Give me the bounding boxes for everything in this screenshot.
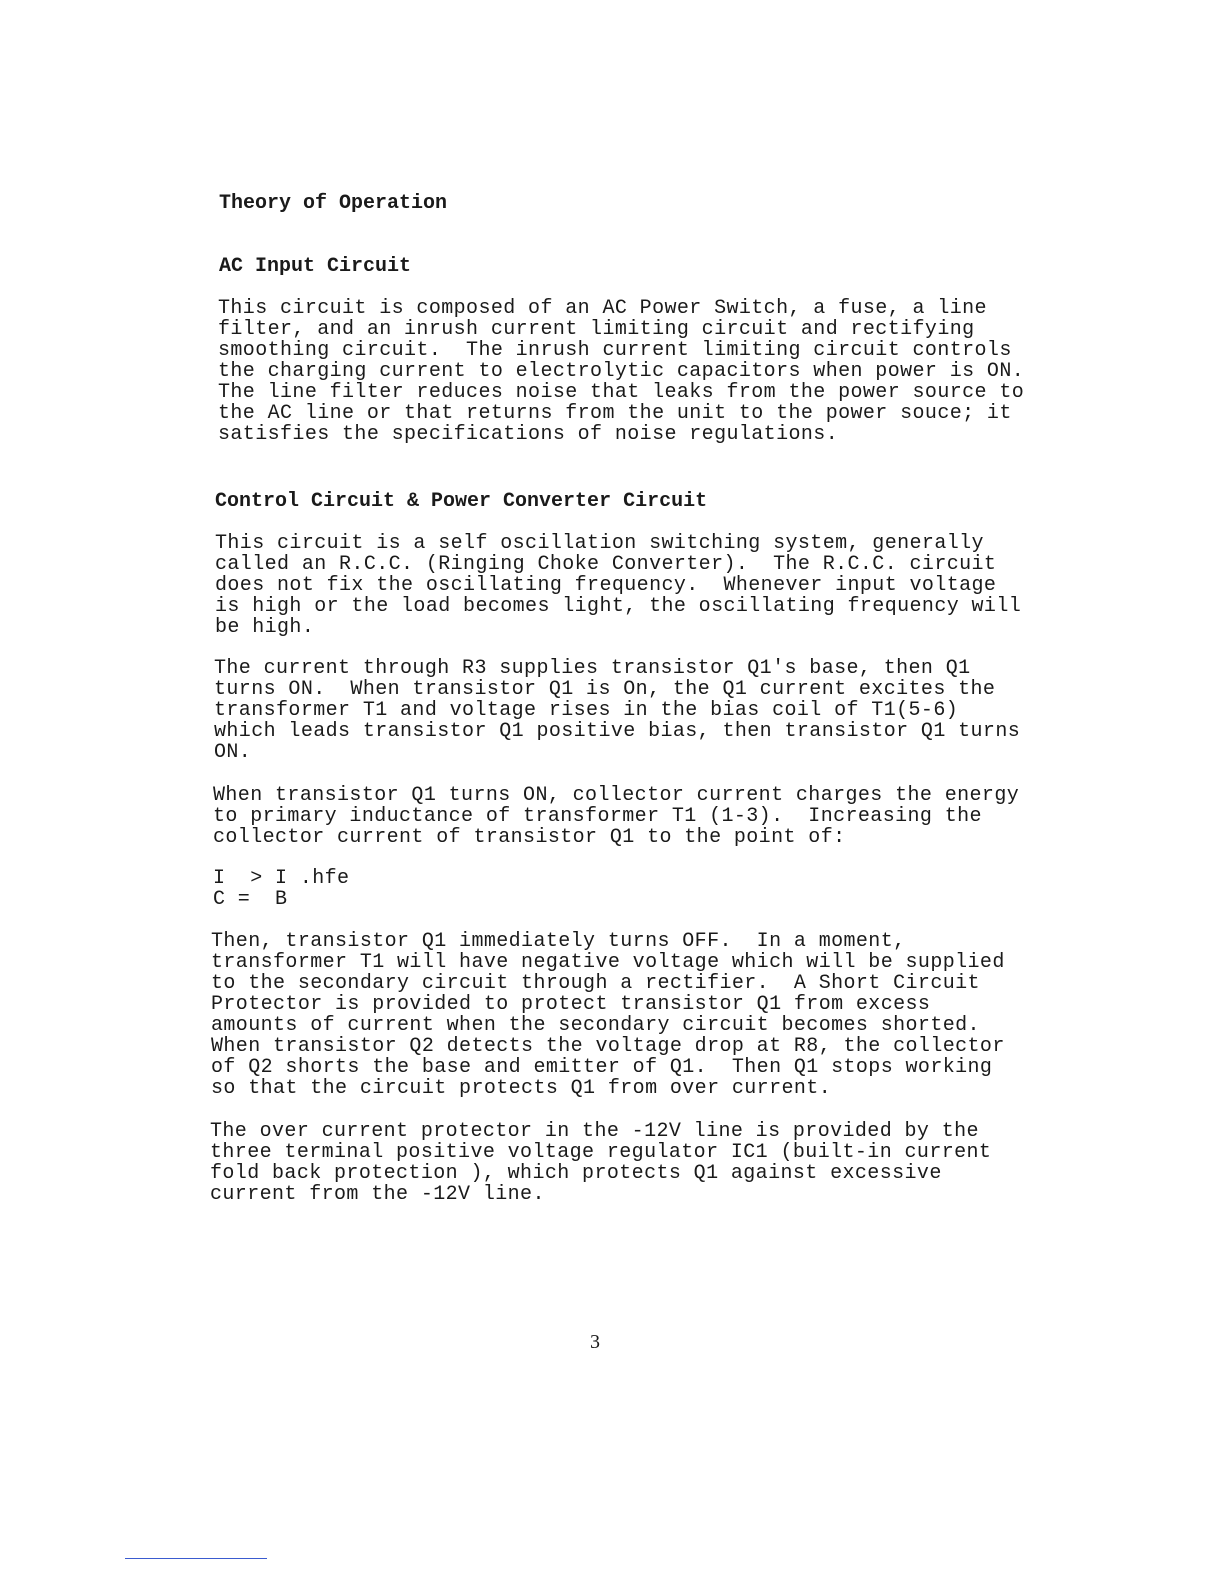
paragraph-rcc-description: This circuit is a self oscillation switching system, generally called an R.C.C. (Ringing Choke Converter). The R.C.C. circuit does not fix the oscillating frequency. Whenever input voltage is high or the load becomes light, the oscillating frequency will be high. bbox=[215, 532, 1022, 639]
section-heading-ac-input: AC Input Circuit bbox=[219, 255, 412, 278]
footer-rule bbox=[125, 1558, 267, 1559]
paragraph-collector-current: When transistor Q1 turns ON, collector current charges the energy to primary inductance of transformer T1 (1-3). Increasing the collector current of transistor Q1 to the point of: bbox=[213, 784, 1020, 849]
paragraph-q1-turn-on: The current through R3 supplies transistor Q1's base, then Q1 turns ON. When transistor Q1 is On, the Q1 current excites the transformer T1 and voltage rises in the bias coil of T1(5-6) which leads transistor Q1 positive bias, then transistor Q1 turns ON. bbox=[214, 657, 1021, 764]
document-title: Theory of Operation bbox=[219, 192, 448, 215]
page-number: 3 bbox=[590, 1331, 600, 1353]
paragraph-short-circuit-protector: Then, transistor Q1 immediately turns OFF. In a moment, transformer T1 will have negative voltage which will be supplied to the secondary circuit through a rectifier. A Short Circuit Protector is provided to protect transistor Q1 from excess amounts of current when the secondary circuit becomes shorted. When transistor Q2 detects the voltage drop at R8, the collector of Q2 shorts the base and emitter of Q1. Then Q1 stops working so that the circuit protects Q1 from over current. bbox=[211, 930, 1005, 1100]
section-heading-control-circuit: Control Circuit & Power Converter Circuit bbox=[215, 490, 708, 513]
paragraph-ac-input: This circuit is composed of an AC Power Switch, a fuse, a line filter, and an inrush current limiting circuit and rectifying smoothing circuit. The inrush current limiting circuit controls the charging current to electrolytic capacitors when power is ON. The line filter reduces noise that leaks from the power source to the AC line or that returns from the unit to the power souce; it satisfies the specifications of noise regulations. bbox=[218, 297, 1025, 446]
equation-ic-ib-hfe: I > I .hfe C = B bbox=[213, 867, 350, 911]
paragraph-over-current-protector: The over current protector in the -12V line is provided by the three terminal positive voltage regulator IC1 (built-in current fold back protection ), which protects Q1 against excessive current from the -12V line. bbox=[210, 1120, 992, 1206]
